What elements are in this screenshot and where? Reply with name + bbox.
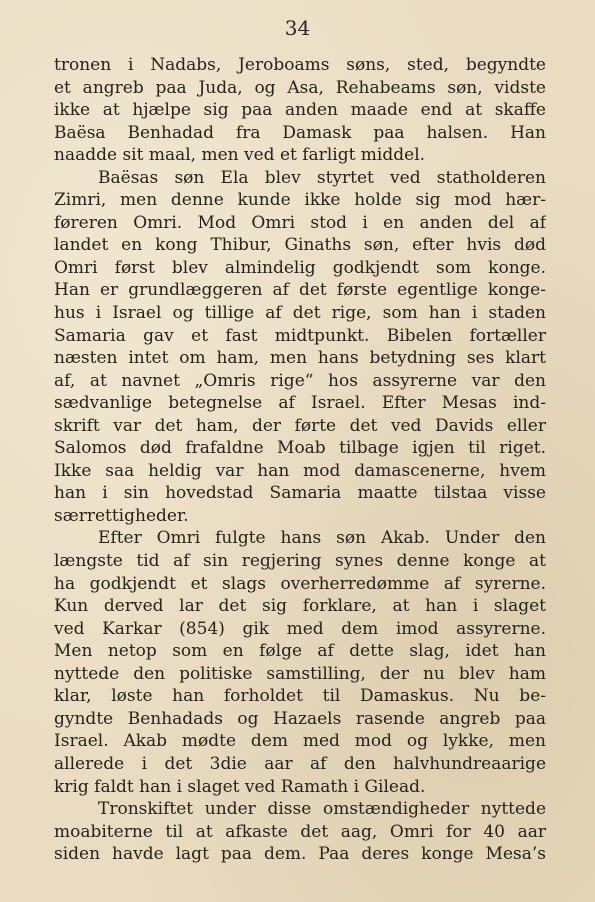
text-line: Ikke saa heldig var han mod damascenerne, hvem [54, 460, 546, 481]
text-line: Han er grundlæggeren af det første egentlige konge- [54, 280, 546, 301]
text-block [54, 54, 546, 866]
text-line: Omri først blev almindelig godkjendt som konge. [54, 257, 546, 278]
text-line: naadde sit maal, men ved et farligt middel. [54, 145, 426, 166]
text-line: krig faldt han i slaget ved Ramath i Gilead. [54, 776, 426, 797]
text-line: Zimri, men denne kunde ikke holde sig mod hær- [54, 190, 546, 211]
text-line: gyndte Benhadads og Hazaels rasende angreb paa [54, 708, 546, 729]
text-line: af, at navnet „Omris rige“ hos assyrerne var den [54, 370, 546, 391]
text-line: skrift var det ham, der førte det ved Davids eller [54, 415, 546, 436]
text-line: ikke at hjælpe sig paa anden maade end at skaffe [54, 100, 546, 121]
text-line: Tronskiftet under disse omstændigheder nyttede [98, 799, 546, 820]
text-line: han i sin hovedstad Samaria maatte tilstaa visse [54, 483, 546, 504]
text-line: Efter Omri fulgte hans søn Akab. Under den [98, 528, 546, 549]
text-line: siden havde lagt paa dem. Paa deres konge Mesa’s [54, 844, 546, 865]
text-line: allerede i det 3die aar af den halvhundreaarige [54, 753, 546, 774]
text-line: føreren Omri. Mod Omri stod i en anden del af [54, 212, 546, 233]
text-line: nyttede den politiske samstilling, der nu blev ham [54, 663, 546, 684]
text-line: Baësa Benhadad fra Damask paa halsen. Han [54, 122, 546, 143]
text-line: Israel. Akab mødte dem med mod og lykke, men [54, 731, 546, 752]
text-line: Kun derved lar det sig forklare, at han i slaget [54, 596, 546, 617]
text-line: særrettigheder. [54, 505, 189, 526]
text-line: et angreb paa Juda, og Asa, Rehabeams søn, vidste [54, 77, 546, 98]
page-number: 34 [284, 16, 311, 40]
text-line: hus i Israel og tillige af det rige, som han i staden [54, 303, 546, 324]
text-line: næsten intet om ham, men hans betydning ses klart [54, 348, 546, 369]
text-line: Men netop som en følge af dette slag, idet han [54, 641, 546, 662]
text-line: sædvanlige betegnelse af Israel. Efter Mesas ind- [54, 393, 546, 414]
text-line: Samaria gav et fast midtpunkt. Bibelen fortæller [54, 325, 546, 346]
text-line: klar, løste han forholdet til Damaskus. Nu be- [54, 686, 546, 707]
text-line: ha godkjendt et slags overherredømme af syrerne. [54, 573, 546, 594]
text-line: landet en kong Thibur, Ginaths søn, efter hvis død [54, 235, 546, 256]
text-line: ved Karkar (854) gik med dem imod assyrerne. [54, 618, 546, 639]
text-line: længste tid af sin regjering synes denne konge at [54, 551, 546, 572]
text-line: moabiterne til at afkaste det aag, Omri for 40 aar [54, 821, 546, 842]
text-line: Baësas søn Ela blev styrtet ved statholderen [98, 167, 546, 188]
text-line: Salomos død frafaldne Moab tilbage igjen til riget. [54, 438, 546, 459]
text-line: tronen i Nadabs, Jeroboams søns, sted, begyndte [54, 55, 546, 75]
